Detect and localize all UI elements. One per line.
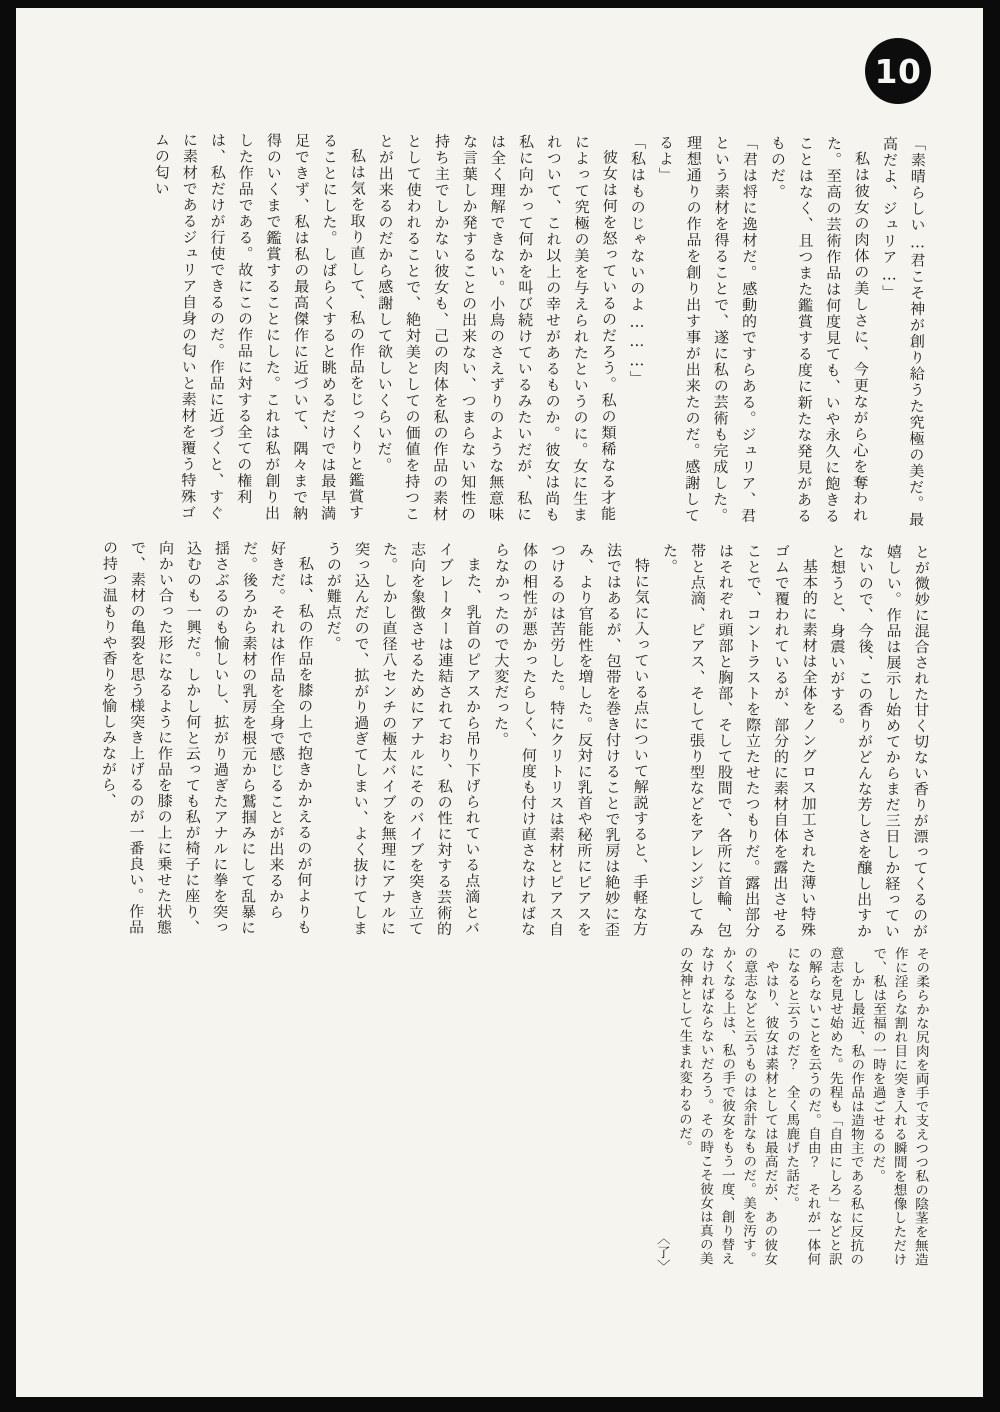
paragraph-narrative: しかし最近、私の作品は造物主である私に反抗の意志を見せ始めた。先程も「自由にしろ」などと訳の解らないことを云うのだ。自由？ それが一体何になると云うのだ？ 全く馬鹿げた話だ。	[782, 945, 865, 1266]
page-number-badge	[865, 38, 931, 104]
page-background	[16, 8, 983, 1397]
story-end-mark: 〈了〉	[653, 1231, 670, 1274]
text-block-middle	[94, 540, 936, 944]
paragraph-dialogue: 「素晴らしい…君こそ神が創り給うた究極の美だ。最高だよ、ジュリア…」	[880, 135, 928, 528]
paragraph-dialogue: 「私はものじゃないのよ………」	[627, 134, 648, 387]
text-block-top	[146, 132, 932, 534]
paragraph-narrative: 彼女は何を怒っているのだろう。私の類稀なる才能によって究極の美を与えられたというのに。女に生まれついて、これ以上の幸せがあるものか。彼女は尚も私に向かって何かを叫び続けているみたいだが、私には全く理解できない。小鳥のさえずりのような無意味な言葉しか発することの出来ない、つまらない知性の持ち主でしかない彼女も、己の肉体を私の作品の素材として使われることで、絶対美としての価値を持つことが出来るのだから感謝して欲しいくらいだ。	[375, 133, 619, 524]
paragraph-narrative: とが微妙に混合された甘く切ない香りが漂ってくるのが嬉しい。作品は展示し始めてからまだ三日しか経っていないので、今後、この香りがどんな芳しさを醸し出すかと想うと、身震いがする。	[828, 543, 932, 940]
text-block-bottom	[650, 945, 931, 1274]
paragraph-narrative: 私は気を取り直して、私の作品をじっくりと鑑賞することにした。しばらくすると眺めるだけでは最早満足できず、私は私の最高傑作に近づいて、隅々まで納得のいくまで鑑賞することにした。これは私が創り出した作品である。故にこの作品に対する全ての権利は、私だけが行使できるのだ。作品に近づくと、すぐに素材であるジュリア自身の匂いと素材を覆う特殊ゴムの匂い	[152, 131, 367, 522]
paragraph-narrative: 私は彼女の肉体の美しさに、今更ながら心を奪われた。至高の芸術作品は何度見ても、いや永久に飽きることはなく、且つまた鑑賞する度に新たな発見があるものだ。	[768, 135, 871, 525]
paragraph-narrative: その柔らかな尻肉を両手で支えつつ私の陰茎を無造作に淫らな割れ目に突き入れる瞬間を想像しただけで、私は至福の一時を過ごせるのだ。	[868, 946, 929, 1267]
paragraph-dialogue: 「君は将に逸材だ。感動的ですらある。ジュリア、君という素材を得ることで、遂に私の芸術も完成した。理想通りの作品を創り出す事が出来たのだ。感謝してるよ」	[656, 134, 760, 524]
paragraph-narrative: 基本的に素材は全体をノングロス加工された薄い特殊ゴムで覆われているが、部分的に素材自体を露出させることで、コントラストを際立たせたつもりだ。露出部分はそれぞれ頭部と胸部、そして股間で、各所に首輪、包帯と点滴、ピアス、そして張り型などをアレンジしてみた。	[660, 542, 819, 939]
paragraph-narrative: また、乳首のピアスから吊り下げられている点滴とバイブレーターは連結されており、私の性に対する芸術的志向を象徴させるためにアナルにそのバイブを突き立てた。しかし直径八センチの極太バイブを無理にアナルに突っ込んだので、拡がり過ぎてしまい、よく抜けてしまうのが難点だ。	[324, 541, 483, 937]
paragraph-narrative: 私は、私の作品を膝の上で抱きかかえるのが何よりも好きだ。それは作品を全身で感じることが出来るからだ。後ろから素材の乳房を根元から鷲掴みにして乱暴に揺さぶるのも愉しいし、拡がり過ぎたアナルに拳を突っ込むのも一興だ。しかし何と云っても私が椅子に座り、向かい合った形になるように作品を膝の上に乗せた状態で、素材の亀裂を思う様突き上げるのが一番良い。作品の持つ温もりや香りを愉しみながら、	[99, 539, 315, 936]
paragraph-narrative: やはり、彼女は素材としては最高だが、あの彼女の意志などと云うものは余計なものだ。美を汚す。かくなる上は、私の手で彼女をもう一度、創り替えなければならないだろう。その時こそ彼女は真の美の女神として生まれ変わるのだ。	[675, 945, 779, 1266]
page-number: 10	[874, 51, 922, 91]
paragraph-narrative: 特に気に入っている点について解説すると、手軽な方法ではあるが、包帯を巻き付けることで乳房は絶妙に歪み、より官能性を増した。反対に乳首や秘所にピアスをつけるのは苦労した。特にクリトリスは素材とピアス自体の相性が悪かったらしく、何度も付け直さなければならなかったので大変だった。	[491, 541, 651, 938]
